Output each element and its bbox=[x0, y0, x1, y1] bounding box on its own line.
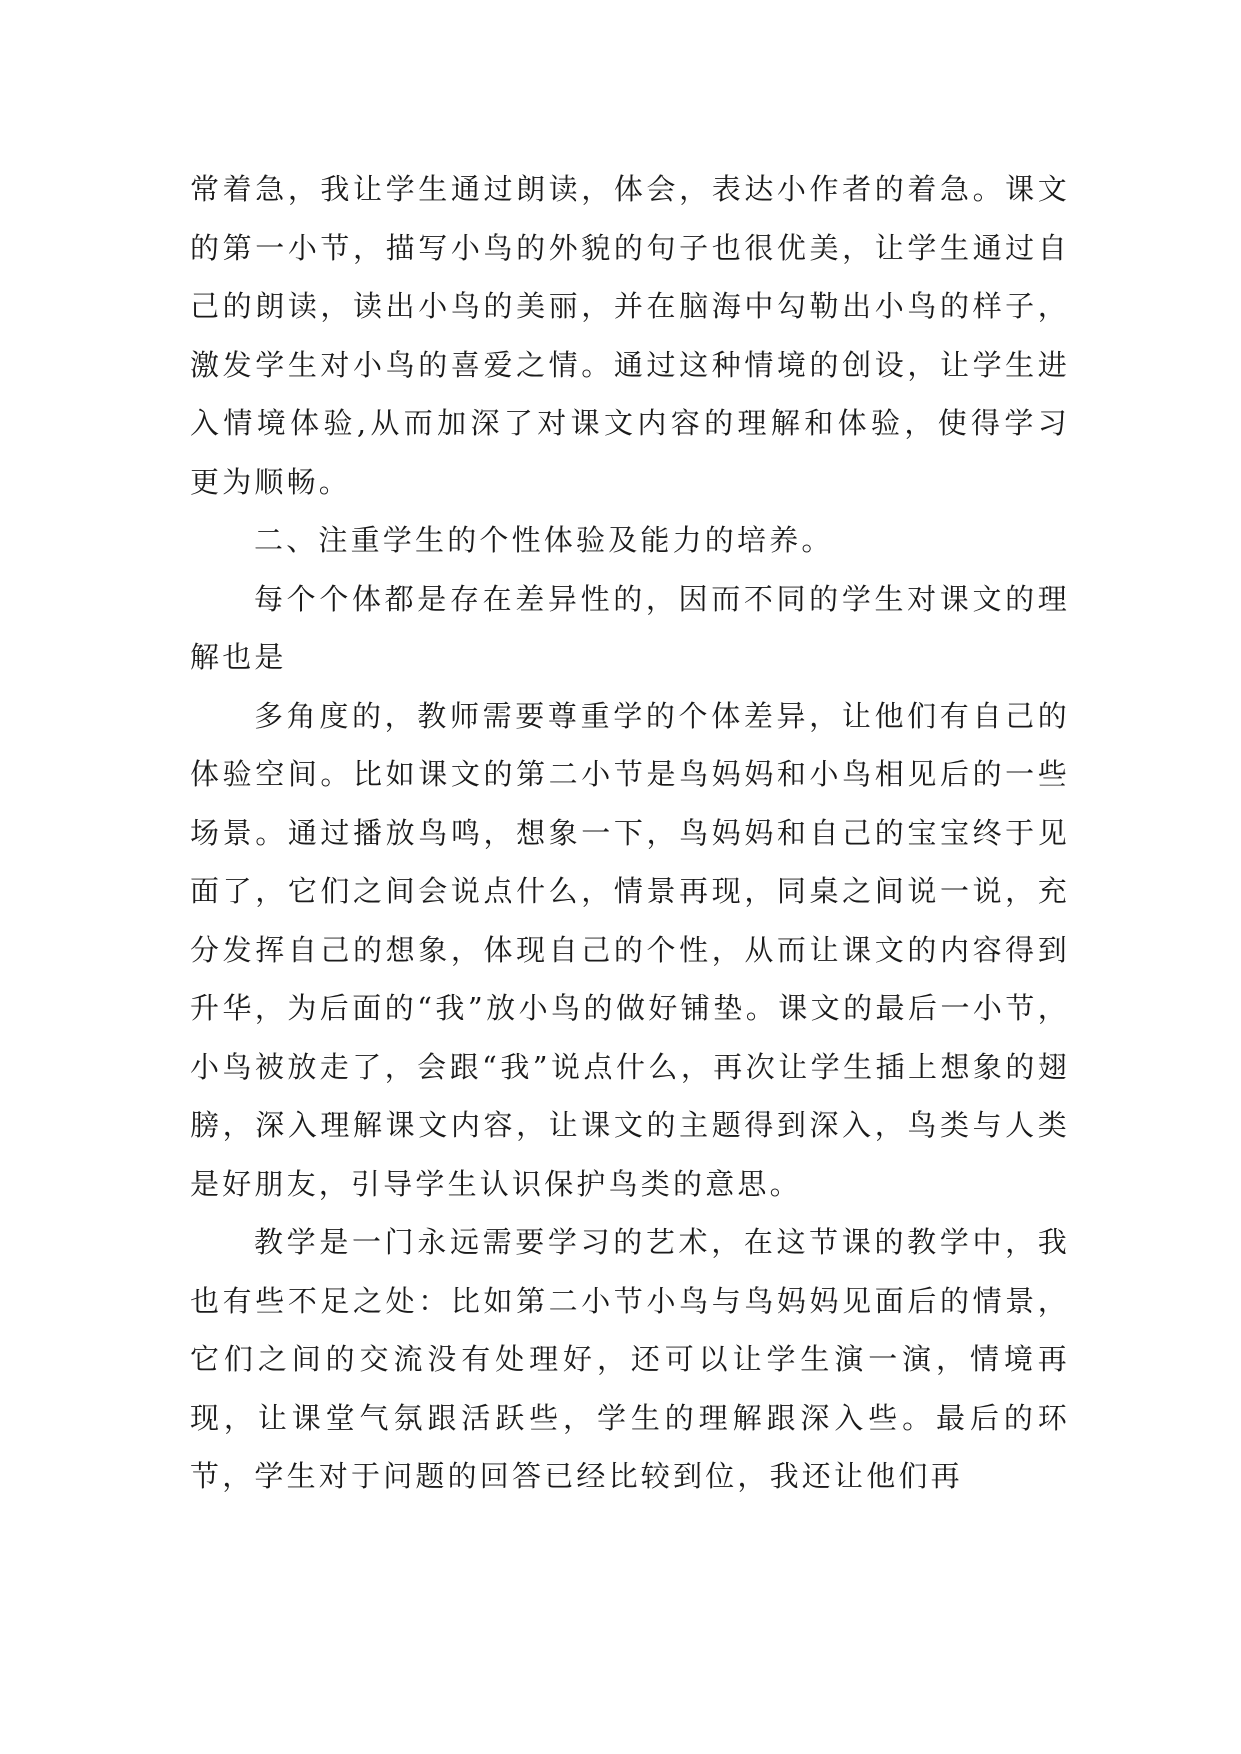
paragraph-1: 常着急，我让学生通过朗读，体会，表达小作者的着急。课文的第一小节，描写小鸟的外貌的句子也很优美，让学生通过自己的朗读，读出小鸟的美丽，并在脑海中勾勒出小鸟的样子，激发学生对小鸟的喜爱之情。通过这种情境的创设，让学生进入情境体验,从而加深了对课文内容的理解和体验，使得学习更为顺畅。 bbox=[190, 172, 1070, 499]
document-body bbox=[190, 160, 1070, 1506]
paragraph-3: 多角度的，教师需要尊重学的个体差异，让他们有自己的体验空间。比如课文的第二小节是鸟妈妈和小鸟相见后的一些场景。通过播放鸟鸣，想象一下，鸟妈妈和自己的宝宝终于见面了，它们之间会说点什么，情景再现，同桌之间说一说，充分发挥自己的想象，体现自己的个性，从而让课文的内容得到升华，为后面的“我”放小鸟的做好铺垫。课文的最后一小节，小鸟被放走了，会跟“我”说点什么，再次让学生插上想象的翅膀，深入理解课文内容，让课文的主题得到深入，鸟类与人类是好朋友，引导学生认识保护鸟类的意思。 bbox=[190, 698, 1070, 1201]
paragraph-4: 教学是一门永远需要学习的艺术，在这节课的教学中，我也有些不足之处：比如第二小节小鸟与鸟妈妈见面后的情景，它们之间的交流没有处理好，还可以让学生演一演，情境再现，让课堂气氛跟活跃些，学生的理解跟深入些。最后的环节，学生对于问题的回答已经比较到位，我还让他们再 bbox=[190, 1225, 1070, 1493]
section-heading: 二、注重学生的个性体验及能力的培养。 bbox=[254, 523, 834, 557]
paragraph-2: 每个个体都是存在差异性的，因而不同的学生对课文的理解也是 bbox=[190, 581, 1070, 674]
